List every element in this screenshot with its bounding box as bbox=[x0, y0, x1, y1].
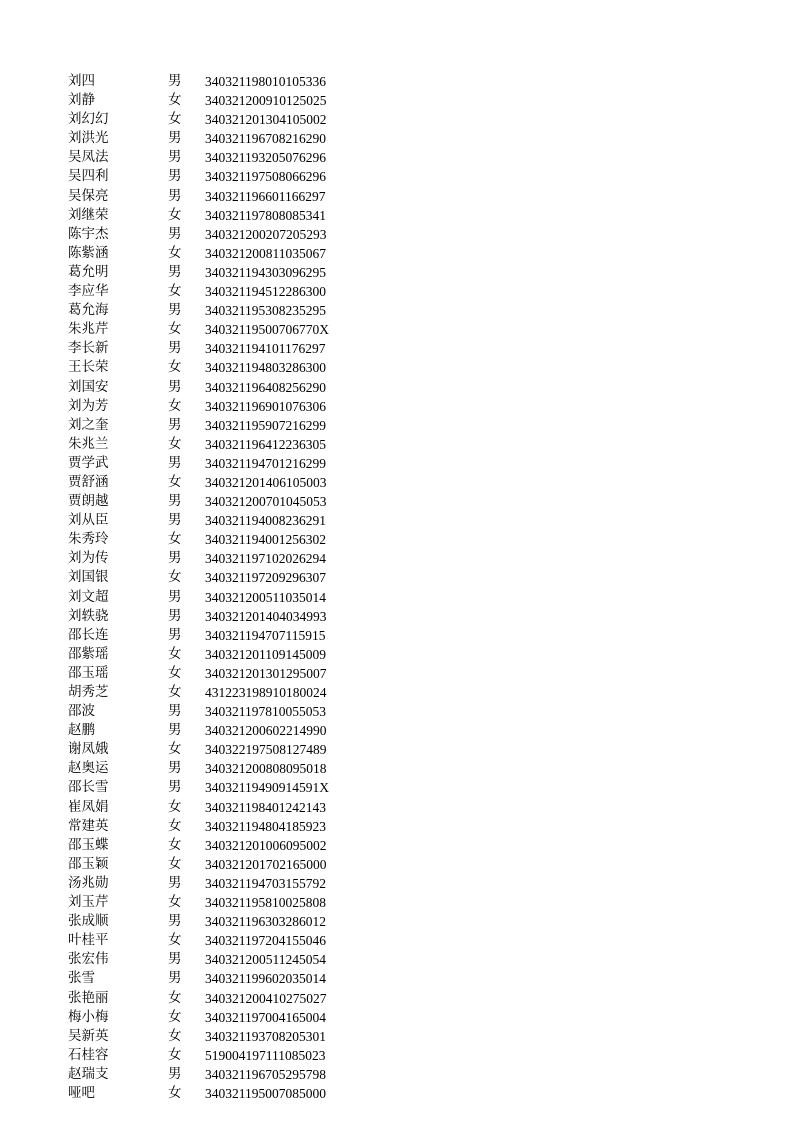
name-cell: 刘之奎 bbox=[68, 416, 109, 433]
id-number-cell: 340321194512286300 bbox=[205, 284, 326, 300]
table-row bbox=[0, 912, 793, 931]
name-cell: 张艳丽 bbox=[68, 989, 109, 1006]
id-number-cell: 340321194707115915 bbox=[205, 627, 326, 643]
id-number-cell: 340321198010105336 bbox=[205, 74, 326, 89]
id-number-cell: 340321199602035014 bbox=[205, 971, 326, 987]
table-row bbox=[0, 664, 793, 683]
gender-cell: 男 bbox=[168, 130, 182, 147]
name-cell: 邵长连 bbox=[68, 626, 109, 643]
table-row bbox=[0, 358, 793, 377]
gender-cell: 男 bbox=[168, 378, 182, 395]
name-cell: 葛允明 bbox=[68, 263, 109, 280]
table-row bbox=[0, 110, 793, 129]
name-cell: 张宏伟 bbox=[68, 951, 109, 968]
id-number-cell: 340322197508127489 bbox=[205, 742, 327, 758]
id-number-cell: 340321201304105002 bbox=[205, 112, 327, 128]
name-cell: 葛允海 bbox=[68, 302, 109, 319]
table-row bbox=[0, 989, 793, 1008]
gender-cell: 女 bbox=[168, 435, 182, 452]
gender-cell: 男 bbox=[168, 1065, 182, 1082]
gender-cell: 女 bbox=[168, 894, 182, 911]
id-number-cell: 340321196601166297 bbox=[205, 188, 326, 204]
name-cell: 梅小梅 bbox=[68, 1008, 109, 1025]
name-cell: 谢凤娥 bbox=[68, 741, 109, 758]
table-row bbox=[0, 855, 793, 874]
gender-cell: 女 bbox=[168, 531, 182, 548]
id-number-cell: 340321201702165000 bbox=[205, 856, 327, 872]
table-row bbox=[0, 435, 793, 454]
table-row bbox=[0, 397, 793, 416]
table-row bbox=[0, 263, 793, 282]
gender-cell: 男 bbox=[168, 493, 182, 510]
gender-cell: 男 bbox=[168, 760, 182, 777]
id-number-cell: 340321194001256302 bbox=[205, 532, 326, 548]
name-cell: 叶桂平 bbox=[68, 932, 109, 949]
table-row bbox=[0, 607, 793, 626]
id-number-cell: 340321200910125025 bbox=[205, 93, 327, 109]
id-number-cell: 340321194804185923 bbox=[205, 818, 326, 834]
id-number-cell: 340321197508066296 bbox=[205, 169, 326, 185]
id-number-cell: 340321201404034993 bbox=[205, 608, 327, 624]
table-row bbox=[0, 588, 793, 607]
gender-cell: 男 bbox=[168, 340, 182, 357]
name-cell: 李长新 bbox=[68, 340, 109, 357]
table-row bbox=[0, 339, 793, 358]
table-row bbox=[0, 950, 793, 969]
name-cell: 石桂容 bbox=[68, 1046, 109, 1063]
name-cell: 邵玉蝶 bbox=[68, 836, 109, 853]
name-cell: 朱秀玲 bbox=[68, 531, 109, 548]
gender-cell: 女 bbox=[168, 473, 182, 490]
gender-cell: 男 bbox=[168, 722, 182, 739]
table-row bbox=[0, 893, 793, 912]
roster-table bbox=[0, 72, 793, 1103]
name-cell: 张雪 bbox=[68, 970, 95, 987]
name-cell: 陈紫涵 bbox=[68, 244, 109, 261]
id-number-cell: 340321196412236305 bbox=[205, 436, 326, 452]
gender-cell: 女 bbox=[168, 1046, 182, 1063]
table-row bbox=[0, 549, 793, 568]
name-cell: 刘轶骁 bbox=[68, 607, 109, 624]
table-row bbox=[0, 626, 793, 645]
id-number-cell: 519004197111085023 bbox=[205, 1047, 326, 1063]
table-row bbox=[0, 969, 793, 988]
gender-cell: 男 bbox=[168, 874, 182, 891]
id-number-cell: 340321200602214990 bbox=[205, 723, 327, 739]
name-cell: 汤兆勋 bbox=[68, 874, 109, 891]
id-number-cell: 340321194703155792 bbox=[205, 875, 326, 891]
table-row bbox=[0, 817, 793, 836]
name-cell: 刘文超 bbox=[68, 588, 109, 605]
id-number-cell: 340321195907216299 bbox=[205, 417, 326, 433]
table-row bbox=[0, 72, 793, 91]
table-row bbox=[0, 320, 793, 339]
id-number-cell: 340321196408256290 bbox=[205, 379, 326, 395]
name-cell: 王长荣 bbox=[68, 359, 109, 376]
table-row bbox=[0, 1027, 793, 1046]
gender-cell: 女 bbox=[168, 855, 182, 872]
name-cell: 贾舒涵 bbox=[68, 473, 109, 490]
name-cell: 邵玉颖 bbox=[68, 855, 109, 872]
table-row bbox=[0, 1084, 793, 1103]
name-cell: 朱兆兰 bbox=[68, 435, 109, 452]
id-number-cell: 340321197808085341 bbox=[205, 207, 326, 223]
gender-cell: 女 bbox=[168, 798, 182, 815]
name-cell: 刘从臣 bbox=[68, 512, 109, 529]
id-number-cell: 340321194008236291 bbox=[205, 513, 326, 529]
gender-cell: 男 bbox=[168, 73, 182, 89]
name-cell: 邵长雪 bbox=[68, 779, 109, 796]
id-number-cell: 340321197810055053 bbox=[205, 704, 326, 720]
name-cell: 贾朗越 bbox=[68, 493, 109, 510]
name-cell: 吴凤法 bbox=[68, 149, 109, 166]
table-row bbox=[0, 836, 793, 855]
name-cell: 吴四利 bbox=[68, 168, 109, 185]
table-row bbox=[0, 1046, 793, 1065]
table-row bbox=[0, 167, 793, 186]
table-row bbox=[0, 645, 793, 664]
gender-cell: 男 bbox=[168, 263, 182, 280]
table-row bbox=[0, 416, 793, 435]
table-row bbox=[0, 702, 793, 721]
name-cell: 胡秀芝 bbox=[68, 684, 109, 700]
name-cell: 贾学武 bbox=[68, 454, 109, 471]
id-number-cell: 340321200410275027 bbox=[205, 990, 327, 1006]
gender-cell: 女 bbox=[168, 836, 182, 853]
gender-cell: 男 bbox=[168, 588, 182, 605]
gender-cell: 男 bbox=[168, 607, 182, 624]
id-number-cell: 340321200207205293 bbox=[205, 226, 327, 242]
id-number-cell: 340321193708205301 bbox=[205, 1028, 326, 1044]
id-number-cell: 340321196705295798 bbox=[205, 1066, 326, 1082]
id-number-cell: 340321194101176297 bbox=[205, 341, 326, 357]
id-number-cell: 340321200701045053 bbox=[205, 494, 327, 510]
gender-cell: 女 bbox=[168, 932, 182, 949]
table-row bbox=[0, 1065, 793, 1084]
gender-cell: 男 bbox=[168, 512, 182, 529]
id-number-cell: 340321201109145009 bbox=[205, 646, 326, 662]
table-row bbox=[0, 740, 793, 759]
gender-cell: 女 bbox=[168, 684, 182, 700]
name-cell: 赵鹏 bbox=[68, 722, 95, 739]
gender-cell: 女 bbox=[168, 1084, 182, 1101]
gender-cell: 女 bbox=[168, 283, 182, 300]
table-row bbox=[0, 244, 793, 263]
table-row bbox=[0, 568, 793, 587]
gender-cell: 女 bbox=[168, 359, 182, 376]
name-cell: 李应华 bbox=[68, 283, 109, 300]
name-cell: 刘洪光 bbox=[68, 130, 109, 147]
table-row bbox=[0, 301, 793, 320]
table-row bbox=[0, 206, 793, 225]
gender-cell: 男 bbox=[168, 913, 182, 930]
gender-cell: 女 bbox=[168, 664, 182, 681]
id-number-cell: 340321201406105003 bbox=[205, 474, 327, 490]
name-cell: 崔凤娟 bbox=[68, 798, 109, 815]
id-number-cell: 340321194303096295 bbox=[205, 264, 326, 280]
name-cell: 刘为传 bbox=[68, 550, 109, 567]
name-cell: 吴新英 bbox=[68, 1027, 109, 1044]
id-number-cell: 340321200511035014 bbox=[205, 589, 326, 605]
table-row bbox=[0, 225, 793, 244]
table-row bbox=[0, 148, 793, 167]
id-number-cell: 340321200811035067 bbox=[205, 245, 326, 261]
name-cell: 邵波 bbox=[68, 703, 95, 720]
id-number-cell: 340321193205076296 bbox=[205, 150, 326, 166]
id-number-cell: 340321197004165004 bbox=[205, 1009, 326, 1025]
table-row bbox=[0, 530, 793, 549]
name-cell: 张成顺 bbox=[68, 913, 109, 930]
gender-cell: 男 bbox=[168, 626, 182, 643]
name-cell: 赵奥运 bbox=[68, 760, 109, 777]
id-number-cell: 340321195810025808 bbox=[205, 895, 326, 911]
name-cell: 刘四 bbox=[68, 73, 95, 89]
name-cell: 邵紫瑶 bbox=[68, 645, 109, 662]
id-number-cell: 431223198910180024 bbox=[205, 685, 327, 700]
name-cell: 朱兆芹 bbox=[68, 321, 109, 338]
id-number-cell: 340321200808095018 bbox=[205, 761, 327, 777]
table-row bbox=[0, 378, 793, 397]
name-cell: 刘玉芹 bbox=[68, 894, 109, 911]
name-cell: 刘继荣 bbox=[68, 206, 109, 223]
gender-cell: 女 bbox=[168, 206, 182, 223]
id-number-cell: 340321195007085000 bbox=[205, 1085, 326, 1101]
gender-cell: 男 bbox=[168, 951, 182, 968]
gender-cell: 男 bbox=[168, 149, 182, 166]
name-cell: 常建英 bbox=[68, 817, 109, 834]
table-row bbox=[0, 778, 793, 797]
gender-cell: 女 bbox=[168, 817, 182, 834]
name-cell: 邵玉瑶 bbox=[68, 664, 109, 681]
name-cell: 陈宇杰 bbox=[68, 225, 109, 242]
table-row bbox=[0, 874, 793, 893]
gender-cell: 女 bbox=[168, 645, 182, 662]
gender-cell: 男 bbox=[168, 970, 182, 987]
gender-cell: 男 bbox=[168, 416, 182, 433]
table-row bbox=[0, 454, 793, 473]
gender-cell: 女 bbox=[168, 1027, 182, 1044]
table-row bbox=[0, 759, 793, 778]
table-row bbox=[0, 91, 793, 110]
gender-cell: 男 bbox=[168, 187, 182, 204]
id-number-cell: 340321198401242143 bbox=[205, 799, 326, 815]
table-row bbox=[0, 511, 793, 530]
table-row bbox=[0, 492, 793, 511]
gender-cell: 男 bbox=[168, 302, 182, 319]
gender-cell: 男 bbox=[168, 550, 182, 567]
gender-cell: 男 bbox=[168, 168, 182, 185]
table-row bbox=[0, 1008, 793, 1027]
name-cell: 刘为芳 bbox=[68, 397, 109, 414]
gender-cell: 女 bbox=[168, 244, 182, 261]
name-cell: 刘国银 bbox=[68, 569, 109, 586]
table-row bbox=[0, 282, 793, 301]
name-cell: 刘幻幻 bbox=[68, 111, 109, 128]
id-number-cell: 340321201301295007 bbox=[205, 665, 327, 681]
id-number-cell: 340321196303286012 bbox=[205, 914, 326, 930]
table-row bbox=[0, 931, 793, 950]
id-number-cell: 34032119490914591X bbox=[205, 780, 329, 796]
gender-cell: 女 bbox=[168, 1008, 182, 1025]
gender-cell: 男 bbox=[168, 703, 182, 720]
gender-cell: 女 bbox=[168, 321, 182, 338]
id-number-cell: 340321197209296307 bbox=[205, 570, 326, 586]
id-number-cell: 340321196901076306 bbox=[205, 398, 326, 414]
id-number-cell: 34032119500706770X bbox=[205, 322, 329, 338]
gender-cell: 女 bbox=[168, 569, 182, 586]
name-cell: 赵瑞支 bbox=[68, 1065, 109, 1082]
table-row bbox=[0, 721, 793, 740]
id-number-cell: 340321196708216290 bbox=[205, 131, 326, 147]
id-number-cell: 340321197204155046 bbox=[205, 933, 326, 949]
name-cell: 刘国安 bbox=[68, 378, 109, 395]
id-number-cell: 340321195308235295 bbox=[205, 303, 326, 319]
table-row bbox=[0, 187, 793, 206]
gender-cell: 男 bbox=[168, 779, 182, 796]
id-number-cell: 340321197102026294 bbox=[205, 551, 326, 567]
table-row bbox=[0, 683, 793, 702]
gender-cell: 男 bbox=[168, 454, 182, 471]
id-number-cell: 340321201006095002 bbox=[205, 837, 327, 853]
gender-cell: 女 bbox=[168, 92, 182, 109]
gender-cell: 女 bbox=[168, 989, 182, 1006]
id-number-cell: 340321200511245054 bbox=[205, 952, 326, 968]
name-cell: 哑吧 bbox=[68, 1084, 95, 1101]
table-row bbox=[0, 798, 793, 817]
gender-cell: 女 bbox=[168, 397, 182, 414]
table-row bbox=[0, 473, 793, 492]
table-row bbox=[0, 129, 793, 148]
id-number-cell: 340321194803286300 bbox=[205, 360, 326, 376]
gender-cell: 女 bbox=[168, 111, 182, 128]
id-number-cell: 340321194701216299 bbox=[205, 455, 326, 471]
name-cell: 吴保亮 bbox=[68, 187, 109, 204]
gender-cell: 男 bbox=[168, 225, 182, 242]
gender-cell: 女 bbox=[168, 741, 182, 758]
name-cell: 刘静 bbox=[68, 92, 95, 109]
